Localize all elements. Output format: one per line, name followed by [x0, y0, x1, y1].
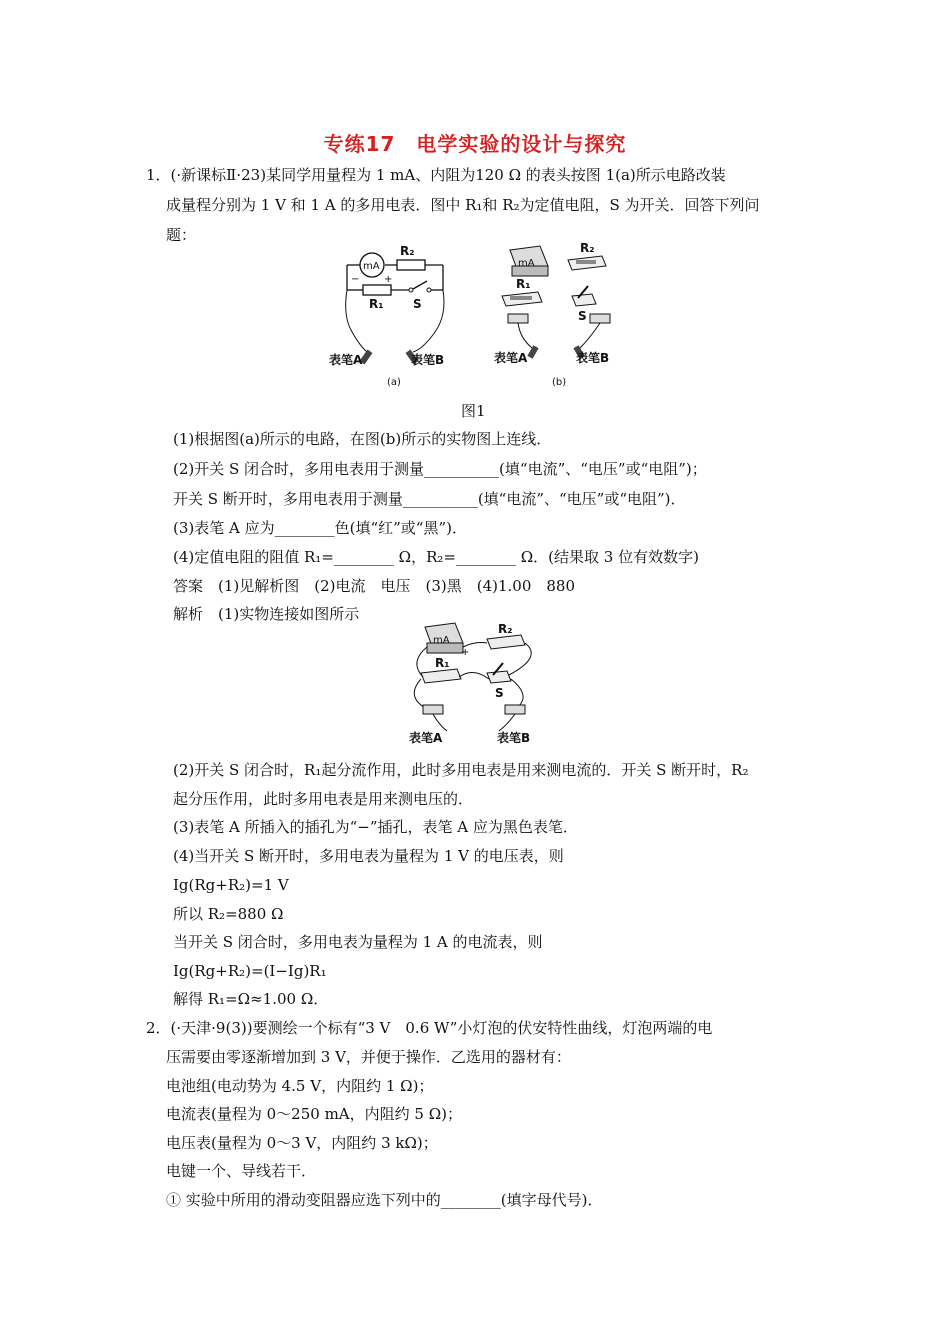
q2-line-6: 电键一个、导线若干．	[166, 1162, 317, 1180]
analysis-line-3: (3)表笔 A 所插入的插孔为“−”插孔，表笔 A 应为黑色表笔．	[173, 818, 578, 836]
figure-1a-circuit	[325, 240, 470, 388]
meter-plus: +	[384, 274, 393, 285]
probe-a-label: 表笔A	[329, 353, 363, 367]
subfig-b-label: (b)	[552, 377, 567, 388]
b-switch-label: S	[578, 309, 587, 323]
q2-line-5: 电压表(量程为 0～3 V，内阻约 3 kΩ)；	[166, 1134, 438, 1152]
analysis-line-1: (2)开关 S 闭合时，R₁起分流作用，此时多用电表是用来测电流的．开关 S 断开时，R₂	[173, 761, 749, 779]
figure-1b-components	[490, 238, 630, 388]
q2-line-2: 压需要由零逐渐增加到 3 V，并便于操作．乙选用的器材有：	[166, 1048, 571, 1066]
q1-question-1: (1)根据图(a)所示的电路，在图(b)所示的实物图上连线．	[173, 430, 552, 448]
c-probe-a-label: 表笔A	[409, 731, 443, 745]
analysis-line-7: 当开关 S 闭合时，多用电表为量程为 1 A 的电流表，则	[173, 933, 543, 951]
c-probe-b-label: 表笔B	[497, 731, 531, 745]
analysis-line-6: 所以 R₂=880 Ω	[173, 905, 284, 923]
q2-line-3: 电池组(电动势为 4.5 V，内阻约 1 Ω)；	[166, 1077, 434, 1095]
q1-line-2: 成量程分别为 1 V 和 1 A 的多用电表．图中 R₁和 R₂为定值电阻，S 为开关．回答下列问	[166, 196, 760, 214]
q2-line-1: 2．(·天津·9(3))要测绘一个标有“3 V 0.6 W”小灯泡的伏安特性曲线，灯泡两端的电	[146, 1019, 713, 1037]
c-switch-label: S	[495, 686, 504, 700]
q1-question-4: (4)定值电阻的阻值 R₁=________ Ω，R₂=________ Ω．(结果取 3 位有效数字)	[173, 548, 699, 566]
meter-label: mA	[363, 261, 380, 272]
q1-line-1: 1．(·新课标Ⅱ·23)某同学用量程为 1 mA、内阻为120 Ω 的表头按图 1(a)所示电路改装	[146, 166, 726, 184]
b-probe-a-label: 表笔A	[494, 351, 528, 365]
figure-1-caption: 图1	[461, 402, 486, 420]
subfig-a-label: (a)	[387, 377, 401, 388]
r1-label: R₁	[369, 297, 384, 311]
q1-question-2: (2)开关 S 闭合时，多用电表用于测量__________(填“电流”、“电压”或“电阻”)；	[173, 460, 707, 478]
b-r1-label: R₁	[516, 277, 531, 291]
analysis-line-8: Ig(Rg+R₂)=(I−Ig)R₁	[173, 962, 327, 980]
q1-line-3: 题：	[166, 226, 197, 244]
analysis-line-2: 起分压作用，此时多用电表是用来测电压的．	[173, 790, 474, 808]
q1-answer: 答案 (1)见解析图 (2)电流 电压 (3)黑 (4)1.00 880	[173, 577, 576, 595]
switch-label: S	[413, 297, 422, 311]
q2-line-7: ① 实验中所用的滑动变阻器应选下列中的________(填字母代号)．	[166, 1191, 603, 1209]
q1-analysis-head: 解析 (1)实物连接如图所示	[173, 605, 360, 623]
b-r2-label: R₂	[580, 241, 595, 255]
analysis-line-5: Ig(Rg+R₂)=1 V	[173, 876, 289, 894]
q2-line-4: 电流表(量程为 0～250 mA，内阻约 5 Ω)；	[166, 1105, 462, 1123]
c-plus: +	[461, 647, 470, 658]
b-probe-b-label: 表笔B	[576, 351, 610, 365]
analysis-line-4: (4)当开关 S 断开时，多用电表为量程为 1 V 的电压表，则	[173, 847, 564, 865]
probe-b-label: 表笔B	[411, 353, 445, 367]
analysis-wiring-figure	[403, 617, 553, 747]
page-title: 专练17 电学实验的设计与探究	[323, 132, 627, 156]
c-meter-label: mA	[433, 635, 450, 646]
q1-question-2b: 开关 S 断开时，多用电表用于测量__________(填“电流”、“电压”或“电阻”)．	[173, 490, 686, 508]
c-r2-label: R₂	[498, 622, 513, 636]
r2-label: R₂	[400, 244, 415, 258]
meter-minus: −	[351, 274, 360, 285]
b-meter-label: mA	[518, 258, 535, 269]
q1-question-3: (3)表笔 A 应为________色(填“红”或“黑”)．	[173, 519, 467, 537]
analysis-line-9: 解得 R₁=Ω≈1.00 Ω．	[173, 990, 329, 1008]
c-r1-label: R₁	[435, 656, 450, 670]
